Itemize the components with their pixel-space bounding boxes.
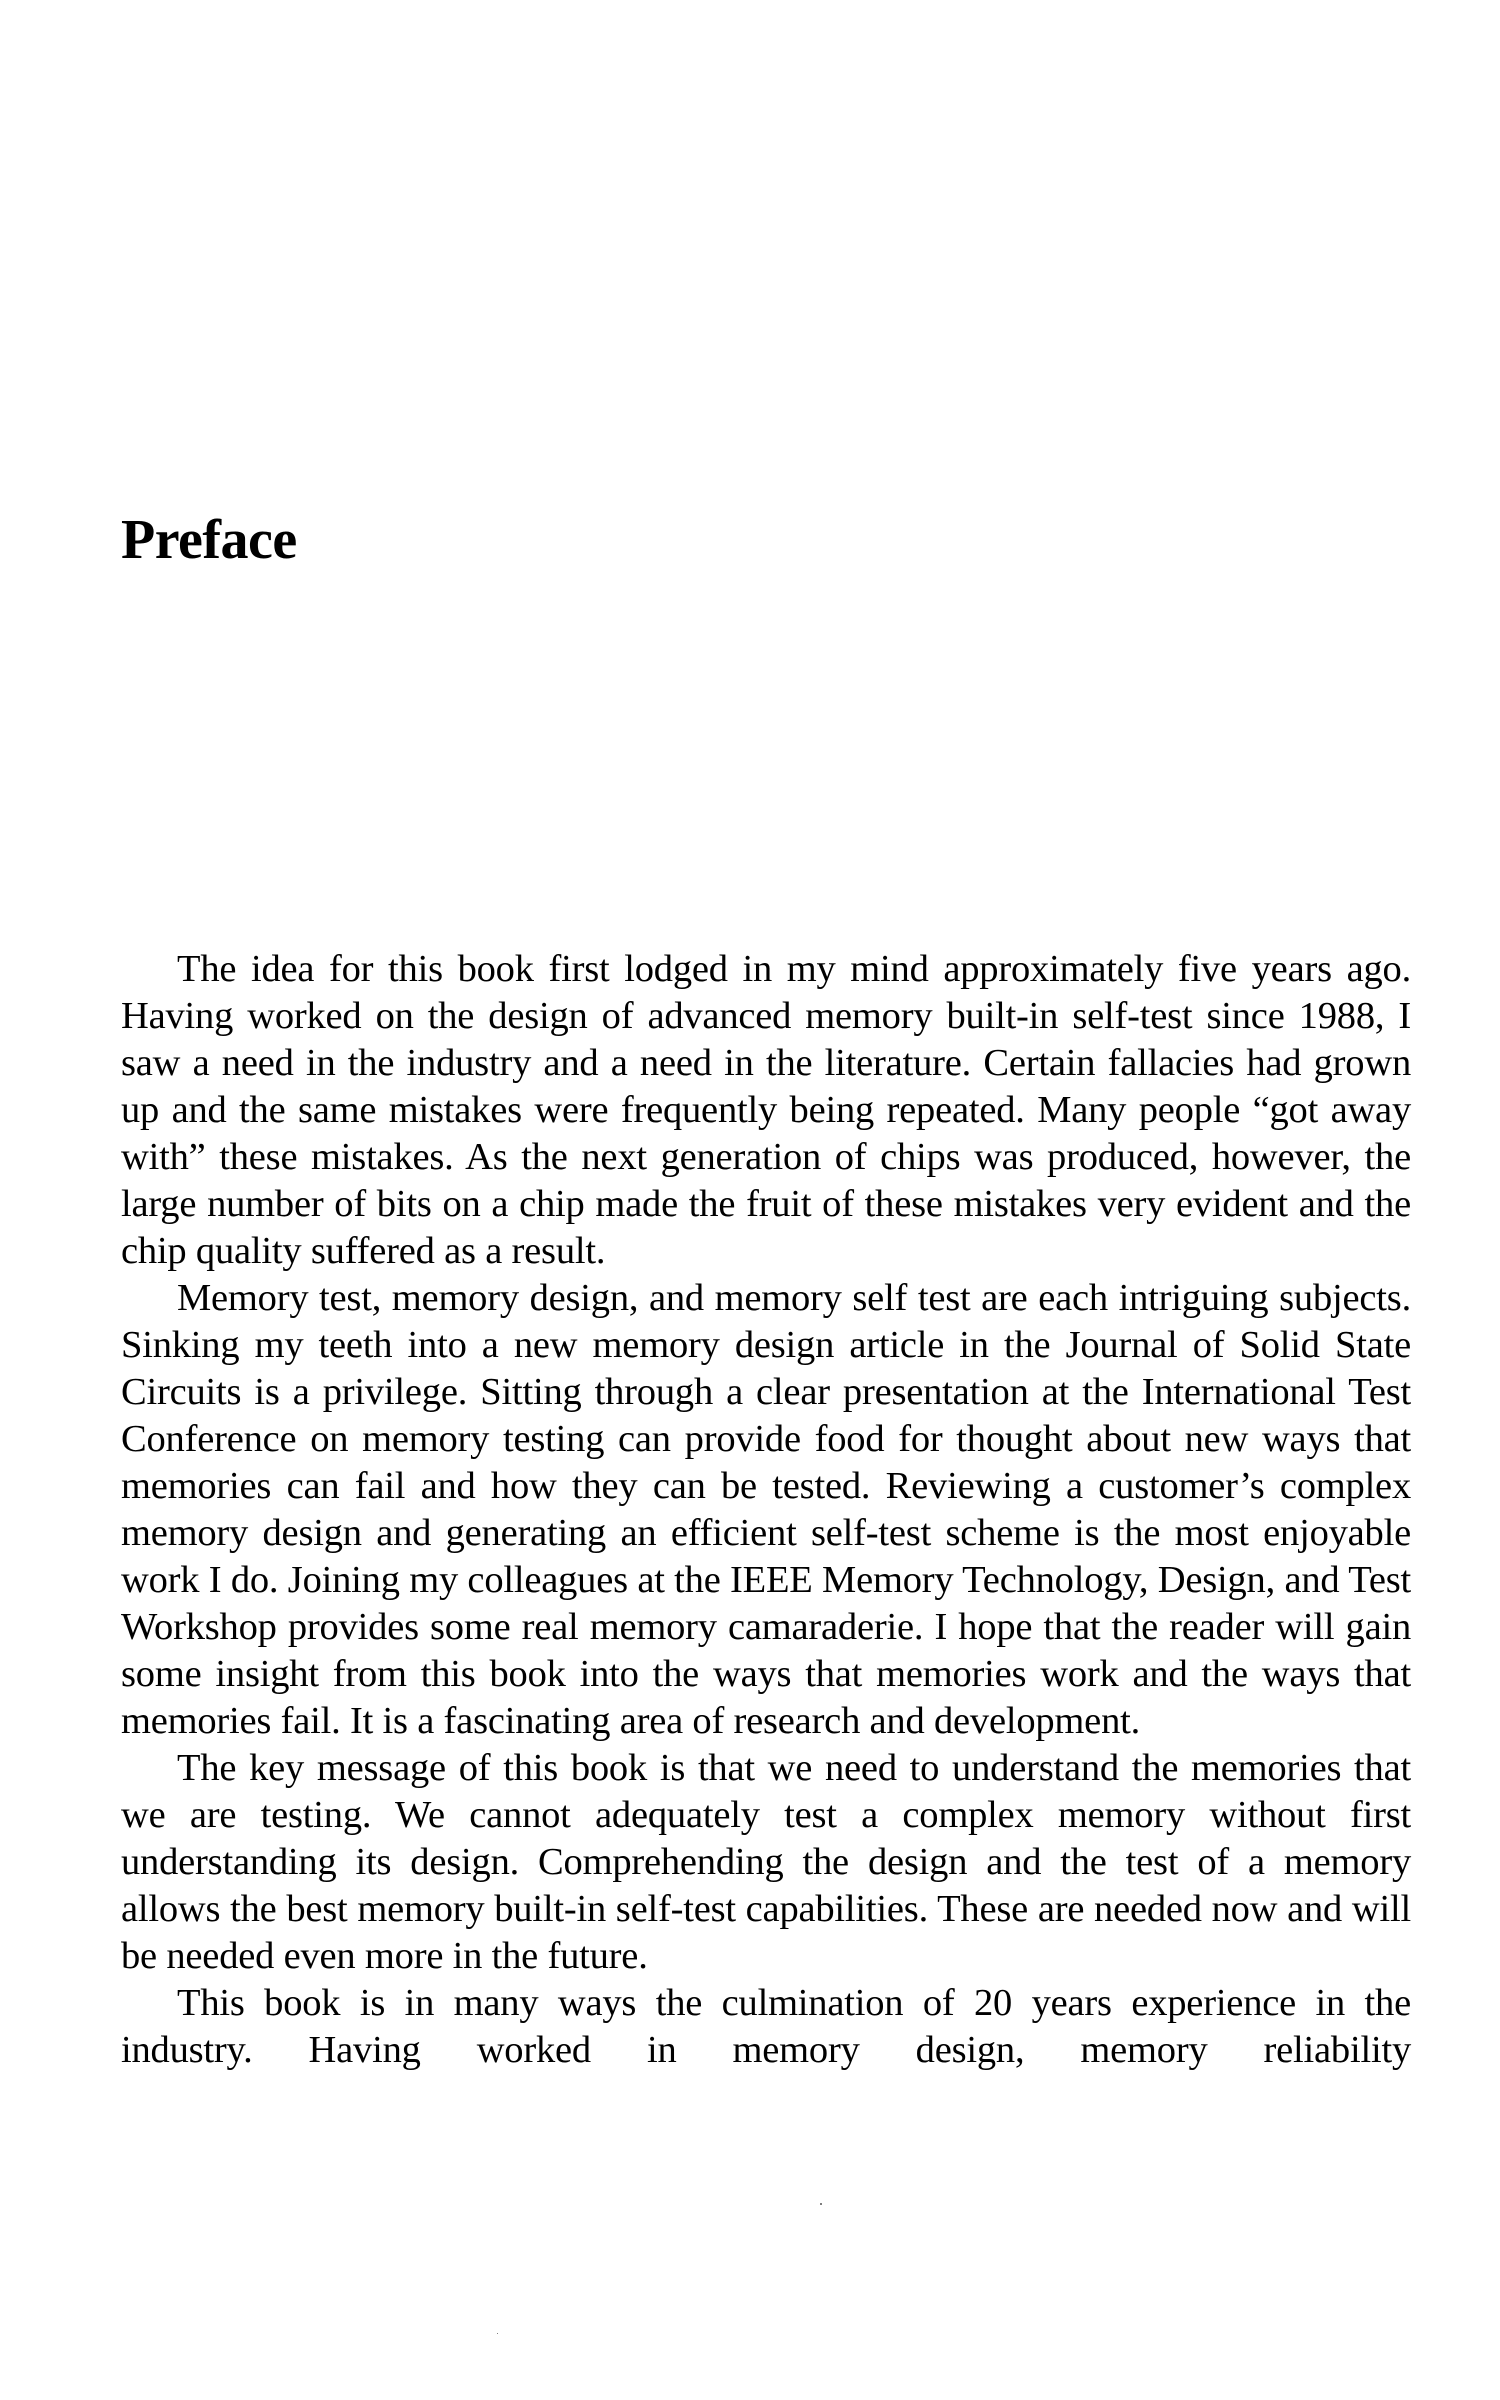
paragraph-2: Memory test, memory design, and memory self test are each intriguing subjects. Sinking my teeth into a new memory design article in the Journal of Solid State Circuits is a privilege. Sitting through a clear presentation at the International Test Conference on memory testing can provide food for thought about new ways that memories can fail and how they can be tested. Reviewing a customer’s complex memory design and generating an efficient self-test scheme is the most enjoyable work I do. Joining my colleagues at the IEEE Memory Technology, Design, and Test Workshop provides some real memory camaraderie. I hope that the reader will gain some insight from this book into the ways that memories work and the ways that memories fail. It is a fascinating area of research and development. — [121, 1277, 1411, 1742]
paragraph-3: The key message of this book is that we need to understand the memories that we are testing. We cannot adequately test a complex memory without first understanding its design. Comprehending the design and the test of a memory allows the best memory built-in self-test capabilities. These are needed now and will be needed even more in the future. — [121, 1747, 1411, 1977]
scan-speck — [497, 2333, 498, 2334]
preface-body — [121, 946, 1411, 2074]
paragraph-1: The idea for this book first lodged in my mind approximately five years ago. Having worked on the design of advanced memory built-in self-test since 1988, I saw a need in the industry and a need in the literature. Certain fallacies had grown up and the same mistakes were frequently being repeated. Many people “got away with” these mistakes. As the next generation of chips was produced, however, the large number of bits on a chip made the fruit of these mistakes very evident and the chip quality suffered as a result. — [121, 948, 1411, 1272]
scan-speck — [820, 2203, 822, 2205]
paragraph-4: This book is in many ways the culmination of 20 years experience in the industry. Having worked in memory design, memory reliability — [121, 1982, 1411, 2071]
page-title: Preface — [121, 509, 297, 571]
